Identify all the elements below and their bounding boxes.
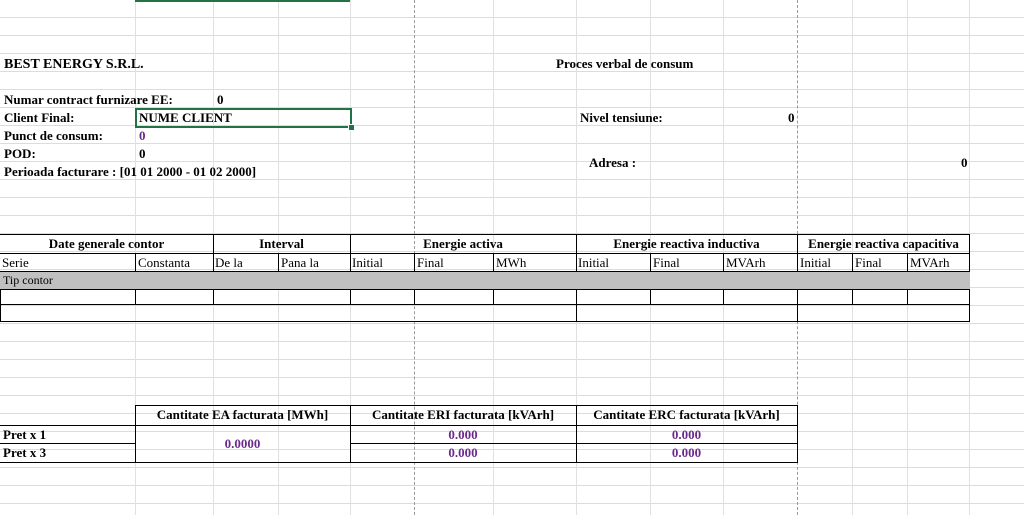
- border: [414, 289, 415, 304]
- border: [907, 253, 908, 271]
- border: [0, 462, 798, 463]
- border: [969, 289, 970, 321]
- client-label: Client Final:: [4, 110, 75, 125]
- border: [414, 253, 415, 271]
- pod-value[interactable]: 0: [139, 146, 146, 161]
- border: [0, 321, 970, 322]
- client-value[interactable]: NUME CLIENT: [139, 110, 232, 125]
- punct-value[interactable]: 0: [139, 128, 146, 143]
- group-header-energie-activa[interactable]: Energie activa: [423, 236, 503, 251]
- border: [797, 289, 798, 321]
- pod-label: POD:: [4, 146, 36, 161]
- fill-handle[interactable]: [348, 124, 355, 131]
- border: [650, 253, 651, 271]
- group-header-interval[interactable]: Interval: [259, 236, 304, 251]
- border: [493, 253, 494, 271]
- document-title: Proces verbal de consum: [556, 56, 694, 71]
- nivel-value[interactable]: 0: [788, 110, 795, 125]
- col-de-la[interactable]: De la: [215, 255, 243, 270]
- group-header-date-contor[interactable]: Date generale contor: [48, 236, 165, 251]
- border: [723, 253, 724, 271]
- border: [0, 304, 970, 305]
- col-ea-initial[interactable]: Initial: [352, 255, 384, 270]
- tip-contor-row: [0, 272, 970, 289]
- col-erc-mvarh[interactable]: MVArh: [910, 255, 950, 270]
- column-selection-indicator: [135, 0, 350, 2]
- row-pret-x3-label[interactable]: Pret x 3: [3, 445, 47, 460]
- adresa-value[interactable]: 0: [961, 155, 968, 170]
- border: [852, 253, 853, 271]
- nivel-label: Nivel tensiune:: [580, 110, 663, 125]
- border: [650, 289, 651, 304]
- col-eri-mvarh[interactable]: MVArh: [726, 255, 766, 270]
- border: [350, 289, 351, 304]
- summary-header-ea[interactable]: Cantitate EA facturata [MWh]: [156, 407, 329, 422]
- erc-pret-x3-value[interactable]: 0.000: [671, 445, 702, 460]
- border: [493, 289, 494, 304]
- group-header-eri[interactable]: Energie reactiva inductiva: [613, 236, 760, 251]
- group-header-erc[interactable]: Energie reactiva capacitiva: [808, 236, 959, 251]
- col-erc-final[interactable]: Final: [855, 255, 882, 270]
- border: [576, 289, 577, 321]
- col-eri-initial[interactable]: Initial: [578, 255, 610, 270]
- adresa-label: Adresa :: [589, 155, 637, 170]
- tip-contor-label[interactable]: Tip contor: [3, 273, 53, 287]
- punct-label: Punct de consum:: [4, 128, 103, 143]
- erc-pret-x1-value[interactable]: 0.000: [671, 427, 702, 442]
- ea-merged-value[interactable]: 0.0000: [224, 436, 261, 451]
- contract-label: Numar contract furnizare EE:: [4, 92, 173, 107]
- contract-value[interactable]: 0: [217, 92, 224, 107]
- col-ea-final[interactable]: Final: [417, 255, 444, 270]
- summary-header-eri[interactable]: Cantitate ERI facturata [kVArh]: [371, 407, 555, 422]
- col-pana-la[interactable]: Pana la: [281, 255, 319, 270]
- border: [135, 289, 136, 304]
- border: [907, 289, 908, 304]
- row-pret-x1-label[interactable]: Pret x 1: [3, 427, 47, 442]
- company-name: BEST ENERGY S.R.L.: [4, 57, 144, 72]
- border: [797, 405, 798, 462]
- eri-pret-x1-value[interactable]: 0.000: [448, 427, 478, 442]
- perioada-facturare[interactable]: Perioada facturare : [01 01 2000 - 01 02 2000]: [4, 164, 257, 179]
- border: [213, 289, 214, 304]
- border: [135, 253, 136, 271]
- summary-header-erc[interactable]: Cantitate ERC facturata [kVArh]: [593, 407, 780, 422]
- border: [0, 289, 1, 321]
- border: [723, 289, 724, 304]
- border: [852, 289, 853, 304]
- col-erc-initial[interactable]: Initial: [800, 255, 832, 270]
- col-serie[interactable]: Serie: [2, 255, 29, 270]
- col-eri-final[interactable]: Final: [653, 255, 680, 270]
- col-constanta[interactable]: Constanta: [138, 255, 190, 270]
- col-ea-mwh[interactable]: MWh: [496, 255, 527, 270]
- border: [278, 253, 279, 271]
- border: [0, 289, 970, 290]
- eri-pret-x3-value[interactable]: 0.000: [448, 445, 478, 460]
